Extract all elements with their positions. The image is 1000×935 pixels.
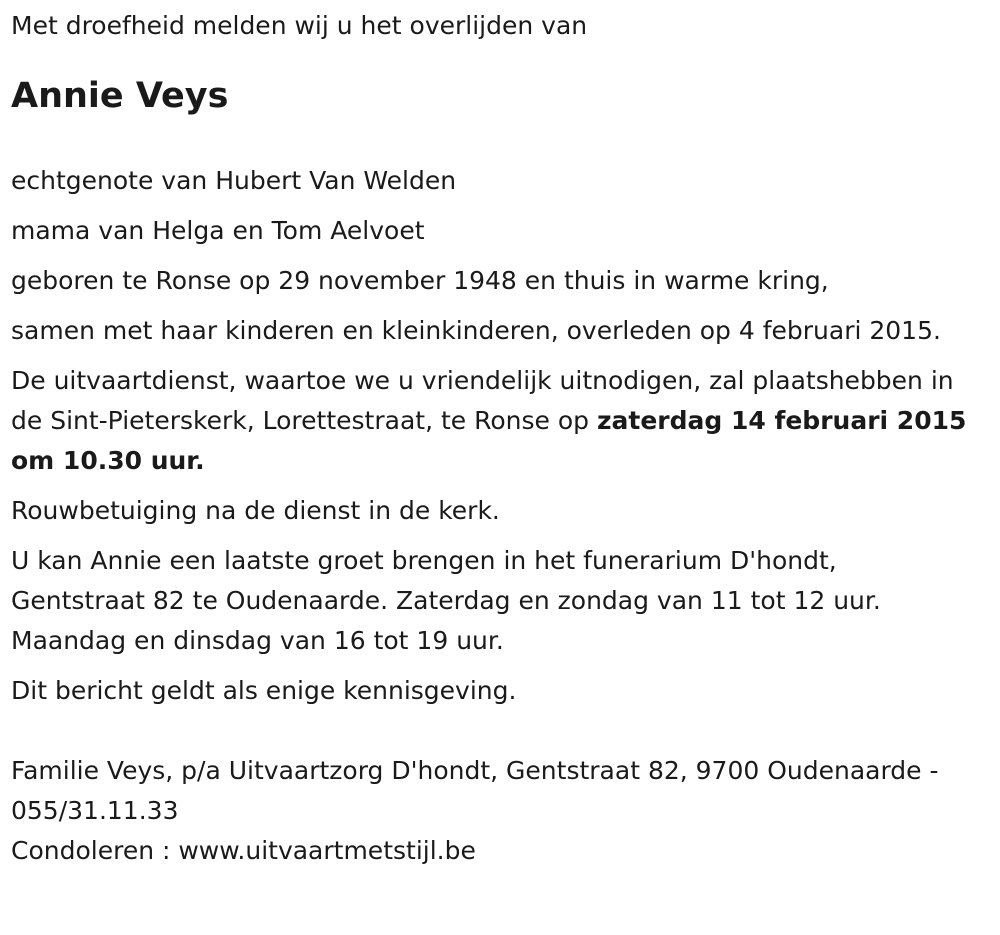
children-line: mama van Helga en Tom Aelvoet	[11, 216, 425, 245]
condolences-line: Condoleren : www.uitvaartmetstijl.be	[11, 836, 476, 865]
funeral-service-paragraph	[11, 361, 986, 481]
notice-only-line: Dit bericht geldt als enige kennisgeving.	[11, 676, 517, 705]
family-contact	[11, 751, 986, 871]
funeral-service-text: De uitvaartdienst, waartoe we u vriendelijk uitnodigen, zal plaatshebben in de Sint-Pieterskerk, Lorettestraat, te Ronse op	[11, 366, 954, 435]
visitation-line-1: U kan Annie een laatste groet brengen in het funerarium D'hondt,	[11, 546, 837, 575]
spouse-line: echtgenote van Hubert Van Welden	[11, 166, 457, 195]
visitation-paragraph	[11, 541, 986, 661]
death-line: samen met haar kinderen en kleinkinderen, overleden op 4 februari 2015.	[11, 316, 941, 345]
birth-line: geboren te Ronse op 29 november 1948 en thuis in warme kring,	[11, 266, 829, 295]
funeral-service-date: zaterdag 14 februari 2015 om 10.30 uur.	[11, 406, 967, 475]
visitation-line-3: Maandag en dinsdag van 16 tot 19 uur.	[11, 626, 504, 655]
family-address: Familie Veys, p/a Uitvaartzorg D'hondt, Gentstraat 82, 9700 Oudenaarde - 055/31.11.33	[11, 756, 939, 825]
visitation-line-2: Gentstraat 82 te Oudenaarde. Zaterdag en zondag van 11 tot 12 uur.	[11, 586, 881, 615]
deceased-name: Annie Veys	[11, 76, 229, 116]
intro-text: Met droefheid melden wij u het overlijden van	[11, 11, 588, 40]
obituary-notice	[11, 6, 986, 871]
condolence-note: Rouwbetuiging na de dienst in de kerk.	[11, 496, 500, 525]
